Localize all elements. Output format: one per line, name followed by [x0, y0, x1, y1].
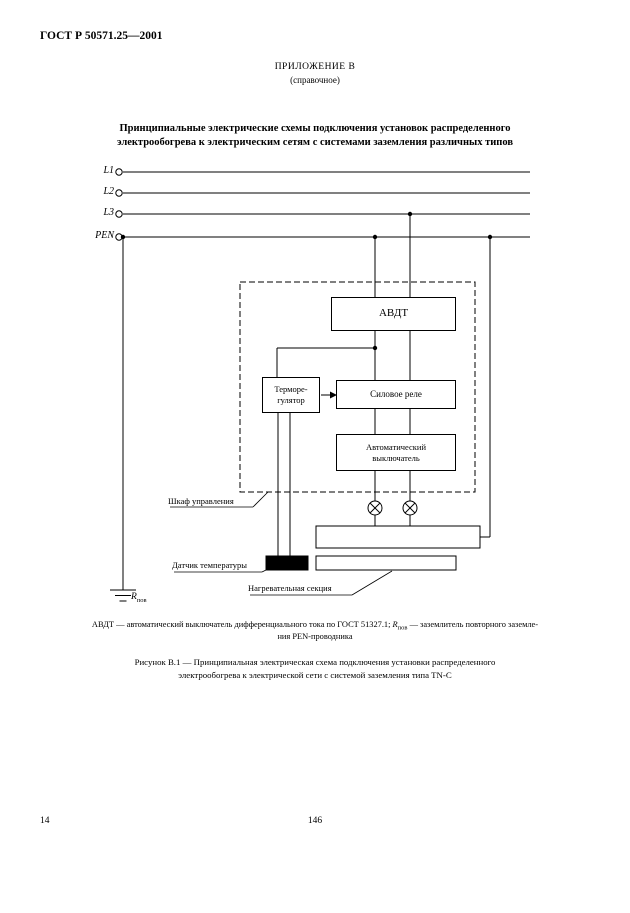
avdt-box: [331, 297, 456, 331]
heating-section-symbol: [316, 526, 480, 570]
legend-r-subscript: пов: [397, 624, 408, 632]
appendix-subheading: (справочное): [290, 75, 340, 85]
thermoregulator-box: [262, 377, 320, 413]
legend-r-symbol: R: [392, 620, 398, 629]
circuit-breaker-box: [336, 434, 456, 471]
temperature-sensor-symbol: [266, 556, 308, 570]
control-arrow: [321, 392, 337, 399]
appendix-heading: ПРИЛОЖЕНИЕ В: [274, 62, 356, 72]
thermoregulator-label-line1: Терморе-: [274, 384, 308, 395]
bus-label-l2: L2: [103, 186, 114, 197]
bus-label-pen: PEN: [95, 230, 114, 241]
figure-caption-line1: Рисунок В.1 — Принципиальная электрическая схема подключения установки распределенного: [134, 657, 496, 667]
legend-part1: АВДТ — автоматический выключатель дифференциального тока по ГОСТ 51327.1;: [91, 620, 393, 629]
cabinet-callout-label: Шкаф управления: [168, 496, 234, 506]
bus-label-l1: L1: [103, 165, 114, 176]
figure-title-line1: Принципиальные электрические схемы подключения установок распределенного: [119, 123, 511, 134]
legend-line2: ния PEN-проводника: [277, 632, 353, 641]
legend-part2: — заземлитель повторного заземле-: [407, 620, 539, 629]
ground-resistance-subscript: пов: [136, 596, 147, 604]
figure-caption-line2: электрообогрева к электрической сети с системой заземления типа TN-C: [178, 670, 452, 680]
legend-line1: [42, 620, 588, 632]
circuit-breaker-label-line2: выключатель: [372, 452, 420, 463]
power-bus-lines: [123, 172, 530, 237]
thermoregulator-label-line2: гулятор: [277, 395, 305, 405]
page-number-left: 14: [40, 816, 50, 826]
power-relay-label: Силовое реле: [370, 388, 422, 399]
bus-terminal-circles: [116, 169, 122, 240]
connector-symbols: [368, 501, 417, 515]
document-number: ГОСТ Р 50571.25—2001: [40, 30, 163, 42]
ground-resistance-symbol: R: [131, 592, 137, 602]
power-relay-box: [336, 380, 456, 409]
ground-resistance-label: [131, 592, 147, 604]
bus-label-l3: L3: [103, 207, 114, 218]
avdt-label: АВДТ: [378, 307, 409, 320]
temperature-sensor-callout-label: Датчик температуры: [172, 560, 247, 570]
figure-title-line2: электрообогрева к электрическим сетям с системами заземления различных типов: [116, 137, 514, 148]
page-number-center: 146: [307, 816, 323, 826]
circuit-breaker-label-line1: Автоматический: [365, 441, 427, 452]
heating-section-callout-label: Нагревательная секция: [248, 583, 332, 593]
